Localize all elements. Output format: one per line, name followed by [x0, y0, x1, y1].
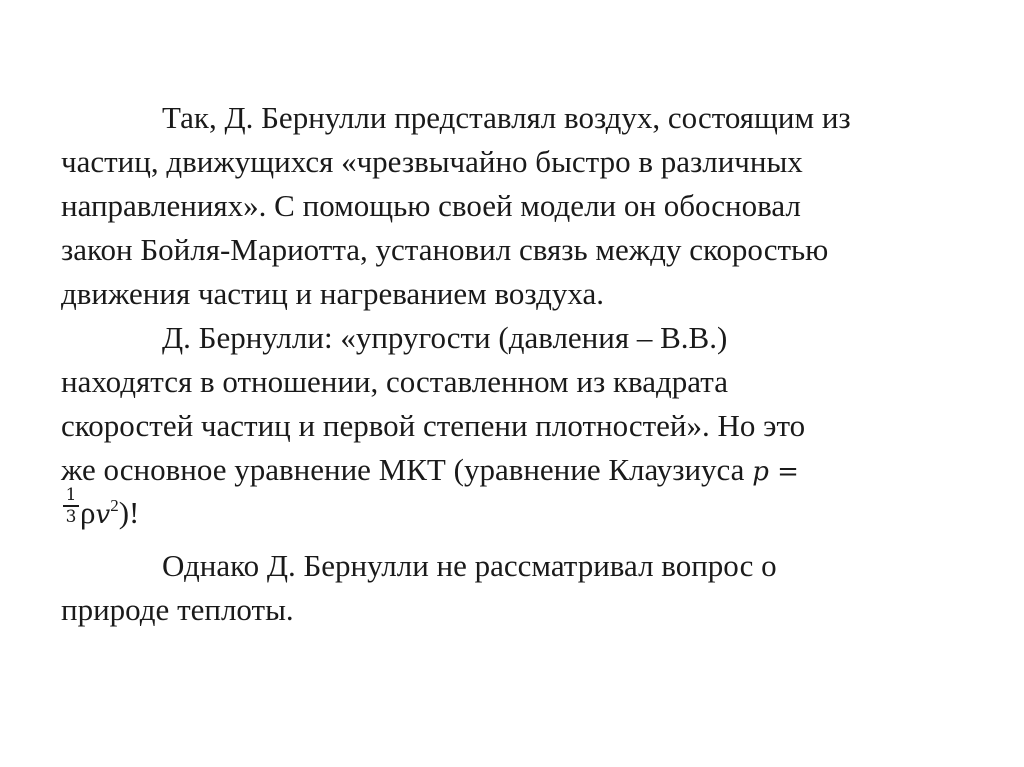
paragraph-2-line-4: [61, 448, 799, 494]
paragraph-3-line-2: природе теплоты.: [61, 592, 294, 627]
paragraph-2-line-3: скоростей частиц и первой степени плотностей». Но это: [61, 408, 806, 443]
paragraph-1-line-3: направлениях». С помощью своей модели он обосновал: [61, 188, 801, 223]
formula-closing: )!: [118, 495, 140, 530]
rho-symbol: ρ: [80, 495, 96, 530]
paragraph-3-line-1: Однако Д. Бернулли не рассматривал вопрос о: [162, 548, 777, 583]
paragraph-2-line-4-text: же основное уравнение МКТ (уравнение Клаузиуса: [61, 452, 753, 487]
fraction-numerator: 1: [65, 485, 77, 505]
paragraph-1-line-4: закон Бойля-Мариотта, установил связь между скоростью: [61, 232, 829, 267]
paragraph-1-line-5: движения частиц и нагреванием воздуха.: [61, 276, 604, 311]
clausius-equation-rhs: [80, 491, 139, 537]
clausius-equation-lhs: p =: [752, 457, 799, 487]
paragraph-1-line-2: частиц, движущихся «чрезвычайно быстро в различных: [61, 144, 803, 179]
fraction-one-third: [62, 486, 80, 526]
paragraph-2-line-1: Д. Бернулли: «упругости (давления – В.В.): [162, 320, 728, 355]
fraction-denominator: 3: [65, 506, 77, 527]
paragraph-2-line-2: находятся в отношении, составленном из квадрата: [61, 364, 728, 399]
velocity-symbol: v: [95, 500, 111, 530]
paragraph-1-line-1: Так, Д. Бернулли представлял воздух, состоящим из: [162, 100, 851, 135]
velocity-exponent: 2: [110, 496, 119, 515]
